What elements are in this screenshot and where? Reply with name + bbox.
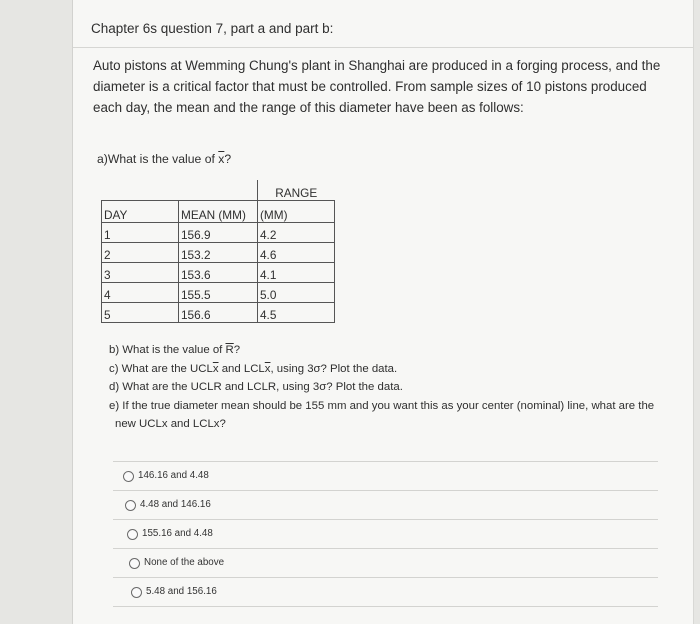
table-row: [102, 243, 335, 263]
answer-option[interactable]: [113, 491, 658, 520]
range-cell: 4.6: [258, 243, 335, 263]
answer-option-label: None of the above: [144, 557, 225, 568]
range-cell: 4.2: [258, 223, 335, 243]
day-header: DAY: [102, 201, 179, 223]
question-c: [109, 360, 669, 379]
question-a: [97, 152, 231, 166]
data-table: [101, 180, 335, 323]
answer-option[interactable]: [113, 578, 658, 607]
mean-cell: 156.6: [179, 303, 258, 323]
table-row: [102, 303, 335, 323]
r-bar-symbol: $\overline{R}$: [225, 344, 234, 356]
question-card: [72, 0, 694, 624]
day-cell: 5: [102, 303, 179, 323]
table-row: [102, 283, 335, 303]
answer-option-label: 146.16 and 4.48: [138, 470, 209, 481]
mean-cell: 156.9: [179, 223, 258, 243]
range-cell: 4.1: [258, 263, 335, 283]
question-d: d) What are the UCLR and LCLR, using 3σ? Plot the data.: [109, 381, 403, 393]
question-c-mid: and LCL: [218, 362, 265, 375]
mean-header: MEAN (MM): [179, 201, 258, 223]
table-corner-cell: [102, 180, 179, 201]
mean-cell: 153.2: [179, 243, 258, 263]
range-header-top: RANGE: [258, 180, 335, 201]
range-cell: 4.5: [258, 303, 335, 323]
problem-intro: Auto pistons at Wemming Chung's plant in Shanghai are produced in a forging process, and the diameter is a critical factor that must be controlled. From sample sizes of 10 pistons produced each day, the mean and the range of this diameter have been as follows:: [93, 58, 661, 115]
day-cell: 2: [102, 243, 179, 263]
answer-options: [113, 461, 658, 607]
question-c-suffix: , using 3σ? Plot the data.: [270, 362, 398, 375]
question-list: [109, 341, 669, 434]
table-row: [102, 223, 335, 243]
divider: [73, 47, 693, 48]
question-a-prefix: a)What is the value of: [97, 152, 219, 166]
mean-cell: 153.6: [179, 263, 258, 283]
answer-option[interactable]: [113, 520, 658, 549]
answer-option[interactable]: [113, 549, 658, 578]
question-heading: Chapter 6s question 7, part a and part b:: [91, 21, 334, 36]
question-b: [109, 341, 669, 360]
day-cell: 4: [102, 283, 179, 303]
day-cell: 1: [102, 223, 179, 243]
day-cell: 3: [102, 263, 179, 283]
radio-icon[interactable]: [129, 558, 140, 569]
radio-icon[interactable]: [127, 529, 138, 540]
x-bar-symbol: $\overline{x}$: [264, 362, 271, 375]
x-bar-symbol: $\overline{x}$: [212, 362, 219, 375]
answer-option-label: 155.16 and 4.48: [142, 528, 213, 539]
question-e: e) If the true diameter mean should be 155 mm and you want this as your center (nominal) line, what are the new UCLx and LCLx?: [109, 399, 655, 430]
question-c-prefix: c) What are the UCL: [109, 362, 213, 375]
question-a-suffix: ?: [224, 152, 232, 166]
radio-icon[interactable]: [123, 471, 134, 482]
x-double-bar-symbol: $\overline{x}$: [218, 152, 225, 166]
radio-icon[interactable]: [131, 587, 142, 598]
answer-option[interactable]: [113, 461, 658, 491]
question-b-suffix: ?: [233, 344, 241, 356]
range-cell: 5.0: [258, 283, 335, 303]
question-b-prefix: b) What is the value of: [109, 344, 226, 356]
table-row: [102, 263, 335, 283]
radio-icon[interactable]: [125, 500, 136, 511]
mean-cell: 155.5: [179, 283, 258, 303]
table-mean-header-top: [179, 180, 258, 201]
answer-option-label: 4.48 and 146.16: [140, 499, 211, 510]
answer-option-label: 5.48 and 156.16: [146, 586, 217, 597]
range-header: (MM): [258, 201, 335, 223]
